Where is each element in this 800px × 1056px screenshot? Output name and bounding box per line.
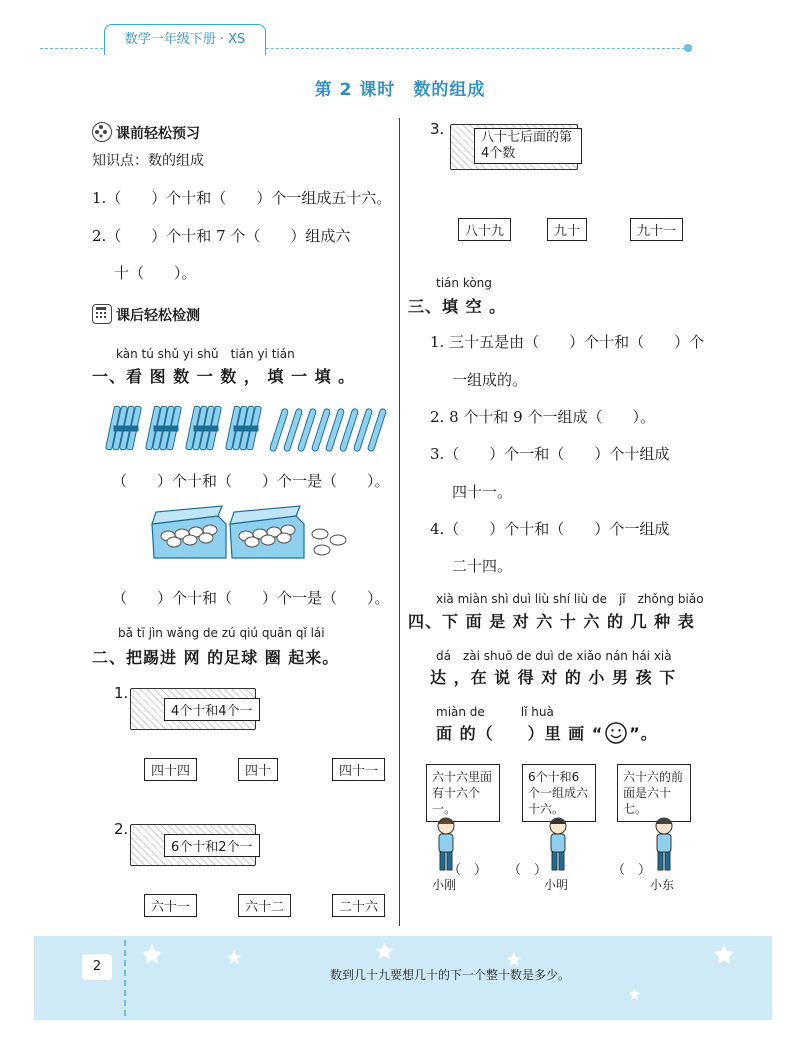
part2-pinyin: bǎ tī jìn wǎng de zú qiú quān qǐ lái — [118, 626, 325, 640]
answer-paren[interactable]: （ ） — [508, 863, 548, 878]
part3-q4-line2: 二十四。 — [452, 557, 513, 575]
answer-paren[interactable]: （ ） — [448, 863, 488, 878]
part4-line2: 达 ，在 说 得 对 的 小 男 孩 下 — [430, 668, 677, 687]
header-book-tab: 数学一年级下册 · XS — [104, 24, 266, 55]
footer-separator — [124, 940, 126, 1016]
calculator-icon — [92, 304, 112, 324]
part2-item3-number: 3. — [430, 120, 445, 138]
part3-pinyin: tián kòng — [436, 276, 492, 290]
part4-pinyin2: dá zài shuō de duì de xiǎo nán hái xià — [436, 649, 672, 663]
part3-q3-line1: 3.（ ）个一和（ ）个十组成 — [430, 445, 670, 463]
soccer-ball[interactable]: 六十一 — [144, 894, 197, 917]
soccer-ball[interactable]: 八十九 — [458, 218, 511, 241]
soccer-ball[interactable]: 四十四 — [144, 758, 197, 781]
after-class-section-title: 课后轻松检测 — [92, 304, 200, 325]
smiley-face-icon — [603, 722, 629, 744]
part4-line3: 面 的（ ）里 画 “ ”。 — [436, 724, 658, 743]
boy-name: 小东 — [650, 878, 675, 892]
column-divider — [399, 118, 400, 926]
preview-q2-line1: 2.（ ）个十和 7 个（ ）组成六 — [92, 227, 351, 245]
part3-q2: 2. 8 个十和 9 个一组成（ ）。 — [430, 408, 655, 426]
answer-paren[interactable]: （ ） — [612, 863, 652, 878]
speech-bubble: 6个十和6个一组成六十六。 — [522, 764, 596, 822]
counting-sticks-image — [104, 400, 394, 456]
soccer-ball[interactable]: 四十 — [238, 758, 278, 781]
knowledge-point: 知识点：数的组成 — [92, 153, 204, 169]
header-dot — [684, 44, 692, 52]
part4-line1: 四、下 面 是 对 六 十 六 的 几 种 表 — [408, 612, 695, 631]
net-label: 4个十和4个一 — [164, 698, 260, 721]
egg-cartons-image — [148, 504, 358, 564]
part4-pinyin1: xià miàn shì duì liù shí liù de jǐ zhǒng biǎo — [436, 592, 704, 606]
part1-pinyin: kàn tú shǔ yi shǔ tián yi tián — [116, 347, 295, 361]
preview-q2-line2: 十（ ）。 — [114, 264, 197, 282]
part3-title: 三、填 空 。 — [408, 297, 507, 316]
part1-blank1: （ ）个十和（ ）个一是（ ）。 — [112, 472, 390, 490]
part3-q1-line1: 1. 三十五是由（ ）个十和（ ）个 — [430, 333, 705, 351]
part2-item1-number: 1. — [114, 684, 129, 702]
footer-tip: 数到几十九要想几十的下一个整十数是多少。 — [329, 968, 570, 982]
soccer-ball[interactable]: 四十一 — [332, 758, 385, 781]
soccer-ball[interactable]: 九十一 — [630, 218, 683, 241]
part3-q3-line2: 四十一。 — [452, 483, 513, 501]
soccer-ball[interactable]: 二十六 — [332, 894, 385, 917]
soccer-ball[interactable]: 九十 — [547, 218, 587, 241]
part1-blank2: （ ）个十和（ ）个一是（ ）。 — [112, 589, 390, 607]
page-number: 2 — [82, 954, 112, 980]
net-label: 6个十和2个一 — [164, 834, 260, 857]
boy-name: 小明 — [544, 878, 569, 892]
net-label: 八十七后面的第4个数 — [474, 128, 582, 164]
lesson-title: 第 2 课时 数的组成 — [314, 80, 486, 100]
preview-q1: 1.（ ）个十和（ ）个一组成五十六。 — [92, 189, 392, 207]
boy-name: 小刚 — [432, 878, 457, 892]
speech-bubble: 六十六的前面是六十七。 — [617, 764, 691, 822]
part2-title: 二、把踢进 网 的足球 圈 起来。 — [92, 648, 340, 667]
speech-bubble: 六十六里面有十六个一。 — [426, 764, 500, 822]
preview-section-title: 课前轻松预习 — [92, 122, 200, 143]
film-reel-icon — [92, 122, 112, 142]
part2-item2-number: 2. — [114, 820, 129, 838]
part3-q1-line2: 一组成的。 — [452, 371, 528, 389]
soccer-ball[interactable]: 六十二 — [238, 894, 291, 917]
part4-pinyin3: miàn de lǐ huà — [436, 705, 554, 719]
part1-title: 一、看 图 数 一 数 ， 填 一 填 。 — [92, 367, 356, 386]
part3-q4-line1: 4.（ ）个十和（ ）个一组成 — [430, 520, 670, 538]
